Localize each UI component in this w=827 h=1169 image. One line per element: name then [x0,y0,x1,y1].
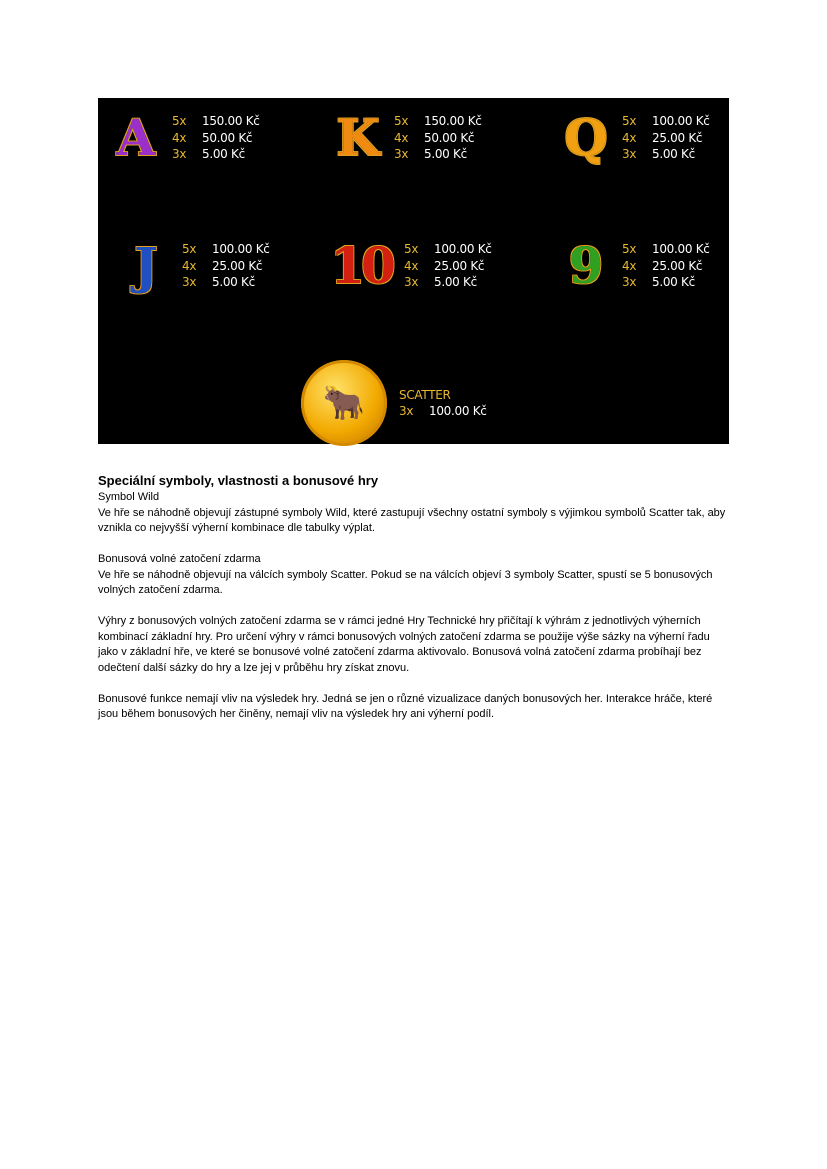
multiplier: 5x [394,114,409,129]
symbol-j-icon: J [134,236,158,295]
multiplier: 4x [182,258,197,273]
paytable-symbol-9 [558,238,710,294]
wild-text: Ve hře se náhodně objevují zástupné symboly Wild, které zastupují všechny ostatní symboly s výjimkou symbolů Scatter tak, aby vznikla co nejvyšší výherní kombinace dle tabulky výplat. [98,506,726,534]
payout-amount: 25.00 Kč [212,258,263,273]
multiplier: 5x [172,114,187,129]
paytable-symbol-q [558,110,710,166]
multiplier: 4x [622,130,637,145]
multiplier: 3x [622,275,637,290]
payout-amount: 25.00 Kč [652,258,703,273]
payout-amount: 5.00 Kč [202,147,245,162]
multiplier: 5x [404,242,419,257]
symbol-10-icon: 10 [330,236,392,295]
wild-title: Symbol Wild [98,491,160,503]
payout-amount: 5.00 Kč [424,147,467,162]
payout-amount: 5.00 Kč [652,275,695,290]
pay-row [622,130,710,147]
payout-amount: 150.00 Kč [202,114,260,129]
multiplier: 4x [404,258,419,273]
payout-amount: 100.00 Kč [212,242,270,257]
multiplier: 3x [182,275,197,290]
free-spins-title: Bonusová volné zatočení zdarma [98,553,261,565]
pay-row [394,113,482,130]
pay-row [394,130,482,147]
pay-row [404,258,492,275]
multiplier: 5x [182,242,197,257]
buffalo-coin-icon: 🐂 [301,360,387,446]
pay-row [404,241,492,258]
section-heading: Speciální symboly, vlastnosti a bonusové hry [98,473,379,488]
pay-row [622,113,710,130]
payout-amount: 100.00 Kč [652,114,710,129]
scatter-multiplier: 3x [399,404,414,418]
bonus-disclaimer-text: Bonusové funkce nemají vliv na výsledek hry. Jedná se jen o různé vizualizace daných bonusových her. Interakce hráče, které jsou během bonusových her činěny, nemají vliv na výsledek hry ani výherní podíl. [98,692,713,720]
payout-amount: 100.00 Kč [652,242,710,257]
paytable-panel [98,98,729,444]
payout-amount: 5.00 Kč [434,275,477,290]
multiplier: 3x [172,147,187,162]
paytable-symbol-j [118,238,270,294]
symbol-9-icon: 9 [568,236,604,295]
payout-amount: 25.00 Kč [652,130,703,145]
multiplier: 4x [394,130,409,145]
payout-amount: 50.00 Kč [202,130,253,145]
scatter-amount: 100.00 Kč [429,404,487,418]
document-body [98,473,728,738]
paytable-symbol-a [108,110,260,166]
symbol-q-icon: Q [564,108,608,167]
payout-amount: 50.00 Kč [424,130,475,145]
payout-amount: 150.00 Kč [424,114,482,129]
paytable-symbol-10 [326,238,492,294]
pay-row [182,258,270,275]
multiplier: 5x [622,114,637,129]
payout-amount: 5.00 Kč [212,275,255,290]
pay-row [394,146,482,163]
pay-row [622,241,710,258]
symbol-a-icon: A [116,108,156,167]
multiplier: 3x [622,147,637,162]
payout-amount: 25.00 Kč [434,258,485,273]
paytable-symbol-k [330,110,482,166]
multiplier: 5x [622,242,637,257]
multiplier: 3x [394,147,409,162]
multiplier: 4x [622,258,637,273]
pay-row [622,258,710,275]
pay-row [172,113,260,130]
scatter-label: SCATTER [399,387,451,402]
pay-row [622,274,710,291]
pay-row [172,146,260,163]
multiplier: 3x [404,275,419,290]
pay-row [404,274,492,291]
symbol-k-icon: K [336,108,380,167]
pay-row [182,241,270,258]
pay-row [172,130,260,147]
payout-amount: 100.00 Kč [434,242,492,257]
free-spins-wins-text: Výhry z bonusových volných zatočení zdarma se v rámci jedné Hry Technické hry přičítají k výhrám z jednotlivých výherních kombinací základní hry. Pro určení výhry v rámci bonusových volných zatočení zdarma se použije výše sázky na výherní řadu jako v základní hře, ve které se bonusové volné zatočení zdarma aktivovalo. Bonusová volná zatočení zdarma probíhají bez odečtení další sázky do hry a lze jej v průběhu hry získat znovu. [98,615,710,674]
payout-amount: 5.00 Kč [652,147,695,162]
free-spins-text: Ve hře se náhodně objevují na válcích symboly Scatter. Pokud se na válcích objeví 3 symboly Scatter, spustí se 5 bonusových volných zatočení zdarma. [98,568,713,596]
pay-row [182,274,270,291]
multiplier: 4x [172,130,187,145]
pay-row [622,146,710,163]
paytable-scatter [301,360,487,446]
